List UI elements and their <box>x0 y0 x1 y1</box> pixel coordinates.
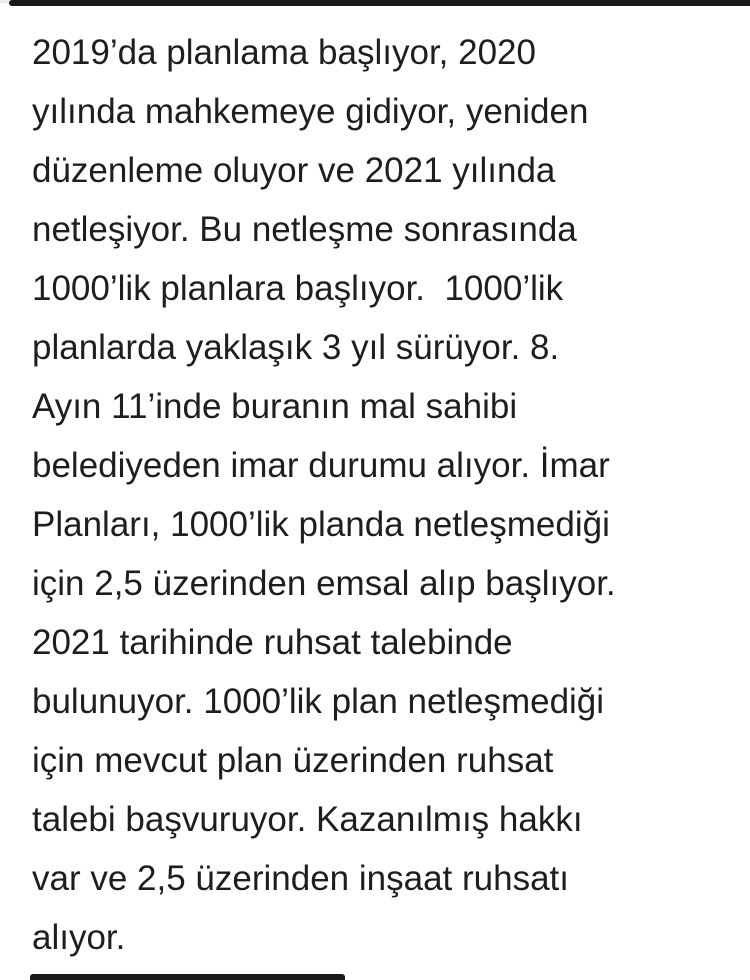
bottom-edge-bar <box>30 974 345 980</box>
paragraph-line: netleşiyor. Bu netleşme sonrasında <box>32 210 577 249</box>
paragraph-line: düzenleme oluyor ve 2021 yılında <box>32 151 556 190</box>
paragraph-line: yılında mahkemeye gidiyor, yeniden <box>32 92 589 131</box>
paragraph-line: Planları, 1000’lik planda netleşmediği <box>32 505 610 544</box>
paragraph-line: 1000’lik planlara başlıyor. 1000’lik <box>32 269 564 308</box>
paragraph-line: alıyor. <box>32 918 126 957</box>
paragraph-line: Ayın 11’inde buranın mal sahibi <box>32 387 518 426</box>
paragraph-line: için mevcut plan üzerinden ruhsat <box>32 741 554 780</box>
paragraph-line: var ve 2,5 üzerinden inşaat ruhsatı <box>32 859 569 898</box>
paragraph-line: talebi başvuruyor. Kazanılmış hakkı <box>32 800 583 839</box>
paragraph-line: için 2,5 üzerinden emsal alıp başlıyor. <box>32 564 616 603</box>
paragraph-line: 2021 tarihinde ruhsat talebinde <box>32 623 513 662</box>
top-edge-bar <box>9 0 750 6</box>
article-text-block <box>32 23 720 967</box>
paragraph-line: bulunuyor. 1000’lik plan netleşmediği <box>32 682 605 721</box>
paragraph-line: 2019’da planlama başlıyor, 2020 <box>32 33 536 72</box>
paragraph-line: belediyeden imar durumu alıyor. İmar <box>32 446 610 485</box>
paragraph-line: planlarda yaklaşık 3 yıl sürüyor. 8. <box>32 328 560 367</box>
